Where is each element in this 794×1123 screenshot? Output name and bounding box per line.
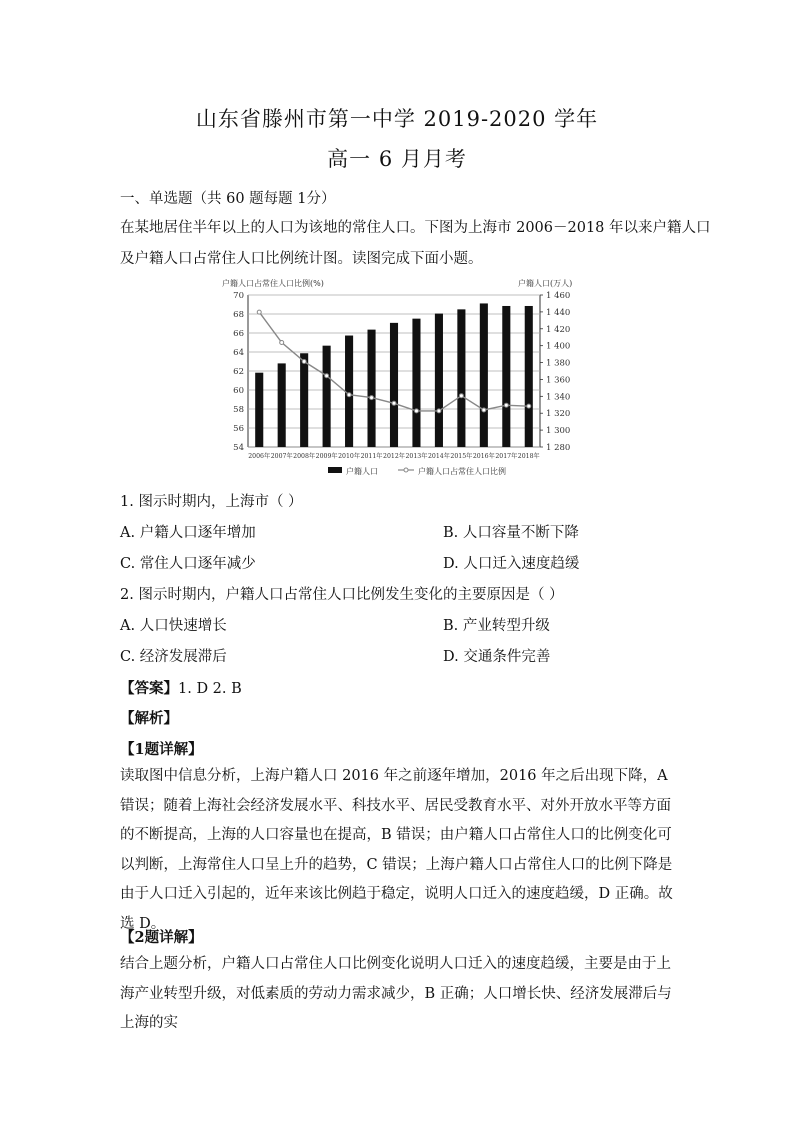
left-axis-title: 户籍人口占常住人口比例(%): [222, 279, 324, 288]
answer-label: 【答案】: [120, 680, 178, 697]
chart-legend: [328, 466, 506, 476]
answer-value: 1. D 2. B: [178, 681, 242, 697]
legend-bar-swatch: [328, 467, 342, 473]
x-tick-label: 2011年: [360, 453, 383, 460]
ratio-point: [370, 396, 374, 400]
right-tick-label: 1 340: [546, 392, 571, 403]
left-tick-label: 68: [233, 310, 244, 320]
q1-stem: 1. 图示时期内，上海市（ ）: [120, 494, 303, 510]
document-title: 山东省滕州市第一中学 2019-2020 学年: [195, 107, 599, 131]
bar: [525, 306, 533, 447]
intro-line-2: 及户籍人口占常住人口比例统计图。读图完成下面小题。: [120, 251, 483, 267]
bar: [367, 330, 375, 447]
x-tick-label: 2008年: [293, 453, 316, 460]
detail-1-text: 读取图中信息分析，上海户籍人口 2016 年之前逐年增加，2016 年之后出现下降，A 错误；随着上海社会经济发展水平、科技水平、居民受教育水平、对外开放水平等方面的不断提高，上海的人口容量也在提高，B 错误；由户籍人口占常住人口的比例变化可以判断，上海常住人口呈上升的趋势，C 错误；上海户籍人口占常住人口的比例下降是由于人口迁入引起的，近年来该比例趋于稳定，说明人口迁入的速度趋缓，D 正确。故选 D。: [120, 768, 673, 932]
x-tick-label: 2017年: [495, 453, 518, 460]
detail-1-label: 【1题详解】: [120, 741, 203, 758]
right-tick-label: 1 440: [546, 307, 571, 318]
x-tick-label: 2007年: [270, 453, 293, 460]
x-tick-label: 2015年: [450, 453, 473, 460]
x-tick-label: 2006年: [248, 453, 271, 460]
ratio-point: [459, 394, 463, 398]
ratio-point: [527, 404, 531, 408]
bar: [480, 303, 488, 447]
bar: [278, 363, 286, 447]
right-tick-label: 1 300: [546, 426, 571, 437]
q1-option-a: A. 户籍人口逐年增加: [120, 525, 256, 541]
ratio-point: [504, 403, 508, 407]
detail-2-label: 【2题详解】: [120, 929, 203, 946]
ratio-point: [347, 393, 351, 397]
x-tick-label: 2012年: [383, 453, 405, 460]
q1-option-c: C. 常住人口逐年减少: [120, 556, 256, 572]
bar: [345, 336, 353, 447]
detail-2-text: 结合上题分析，户籍人口占常住人口比例变化说明人口迁入的速度趋缓，主要是由于上海产业转型升级，对低素质的劳动力需求减少，B 正确；人口增长快、经济发展滞后与上海的实: [120, 956, 672, 1032]
ratio-point: [482, 408, 486, 412]
bar: [255, 373, 263, 447]
bar: [435, 314, 443, 447]
ratio-point: [302, 360, 306, 364]
ratio-point: [437, 409, 441, 413]
ratio-point: [280, 341, 284, 345]
left-tick-label: 60: [233, 386, 244, 396]
analysis-label: 【解析】: [120, 710, 178, 727]
left-tick-label: 66: [233, 329, 244, 339]
x-tick-label: 2016年: [472, 453, 495, 460]
left-tick-label: 64: [233, 348, 244, 358]
ratio-point: [414, 409, 418, 413]
q1-option-d: D. 人口迁入速度趋缓: [443, 556, 580, 572]
left-tick-label: 58: [233, 405, 244, 415]
bar: [412, 319, 420, 447]
ratio-point: [257, 310, 261, 314]
right-tick-label: 1 380: [546, 358, 571, 369]
x-tick-label: 2010年: [338, 453, 361, 460]
left-tick-label: 56: [233, 424, 244, 434]
q2-option-b: B. 产业转型升级: [443, 618, 550, 634]
right-tick-label: 1 460: [546, 291, 571, 301]
bar: [502, 306, 510, 447]
right-tick-label: 1 400: [546, 341, 571, 352]
right-tick-label: 1 360: [546, 375, 571, 386]
document-subtitle: 高一 6 月月考: [327, 147, 467, 171]
q2-option-c: C. 经济发展滞后: [120, 649, 227, 665]
q2-stem: 2. 图示时期内，户籍人口占常住人口比例发生变化的主要原因是（ ）: [120, 587, 564, 603]
bar: [300, 353, 308, 447]
bar: [457, 309, 465, 447]
q2-option-d: D. 交通条件完善: [443, 649, 551, 665]
q2-option-a: A. 人口快速增长: [120, 618, 227, 634]
right-axis-title: 户籍人口(万人): [518, 279, 573, 288]
intro-line-1: 在某地居住半年以上的人口为该地的常住人口。下图为上海市 2006－2018 年以来户籍人口: [120, 220, 711, 236]
right-tick-label: 1 320: [546, 409, 571, 420]
left-tick-label: 54: [233, 443, 244, 453]
legend-bar-label: 户籍人口: [346, 467, 378, 476]
population-chart: [218, 275, 590, 482]
x-tick-label: 2014年: [427, 453, 450, 460]
ratio-point: [325, 374, 329, 378]
bar: [390, 323, 398, 447]
right-tick-label: 1 420: [546, 324, 571, 335]
bar: [323, 346, 331, 447]
q1-option-b: B. 人口容量不断下降: [443, 525, 579, 541]
right-tick-label: 1 280: [546, 443, 571, 453]
section-heading: 一、单选题（共 60 题每题 1分）: [120, 191, 336, 207]
x-tick-label: 2009年: [315, 453, 338, 460]
legend-line-marker: [404, 468, 408, 472]
x-tick-label: 2013年: [405, 453, 428, 460]
ratio-point: [392, 401, 396, 405]
chart-canvas: [218, 275, 590, 482]
left-tick-label: 70: [233, 291, 244, 301]
left-tick-label: 62: [233, 367, 244, 377]
answer-line: [120, 677, 242, 698]
legend-line-label: 户籍人口占常住人口比例: [418, 467, 506, 476]
x-tick-label: 2018年: [517, 453, 540, 460]
